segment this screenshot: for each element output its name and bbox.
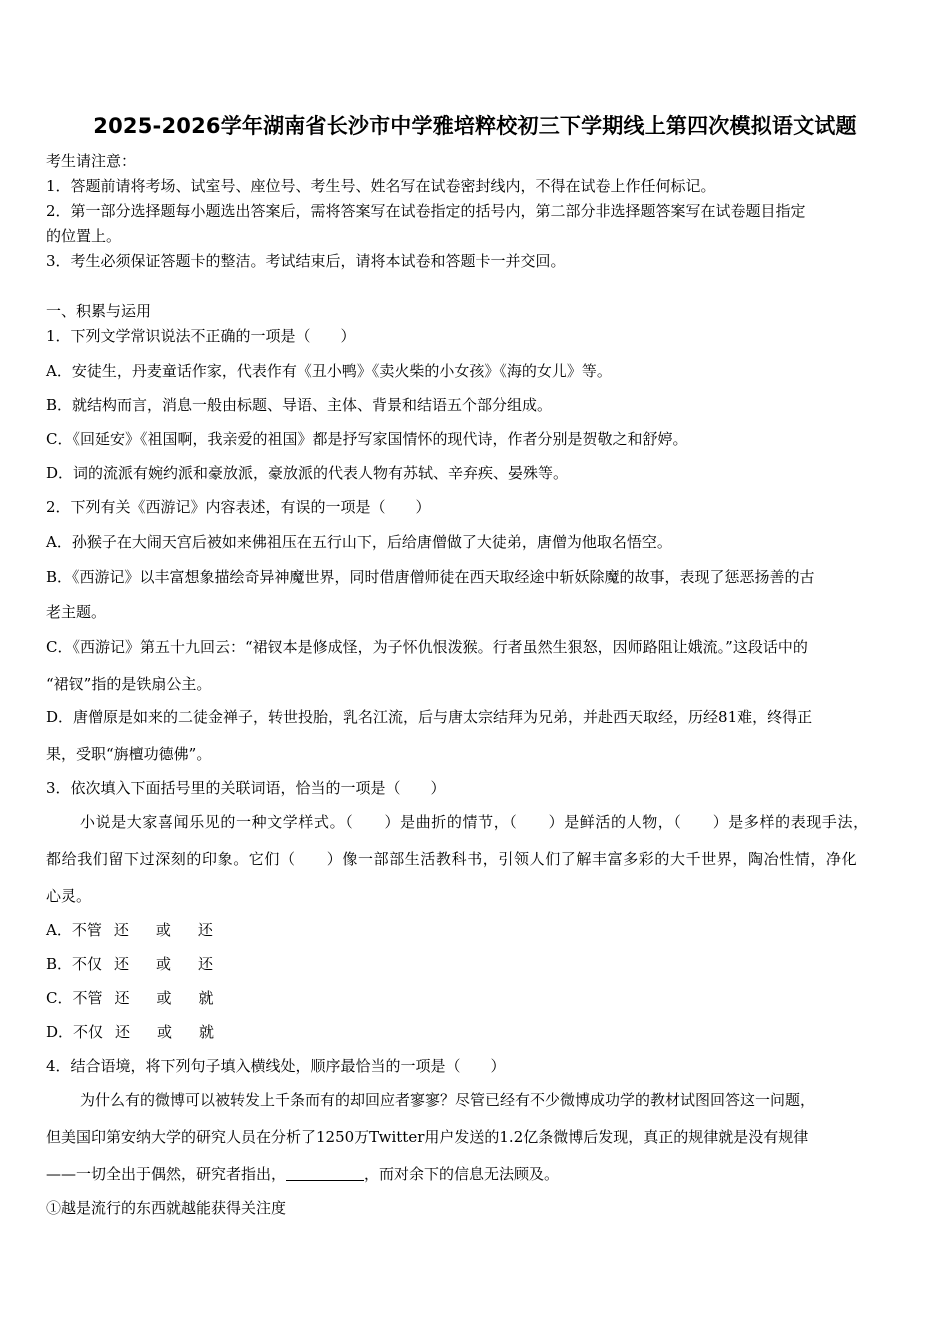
notice-heading: 考生请注意：	[46, 152, 137, 170]
question-3-stem: 3．依次填入下面括号里的关联词语，恰当的一项是（ ）	[46, 779, 446, 797]
question-2-option-d: D．唐僧原是如来的二徒金禅子，转世投胎，乳名江流，后与唐太宗结拜为兄弟，并赴西天取经，历经81难，终得正	[46, 708, 813, 726]
question-4-passage: 为什么有的微博可以被转发上千条而有的却回应者寥寥？尽管已经有不少微博成功学的教材试图回答这一问题，	[80, 1091, 816, 1109]
notice-item: 2．第一部分选择题每小题选出答案后，需将答案写在试卷指定的括号内，第二部分非选择题答案写在试卷题目指定	[46, 202, 806, 220]
question-2-option-b: B．《西游记》以丰富想象描绘奇异神魔世界，同时借唐僧师徒在西天取经途中斩妖除魔的故事，表现了惩恶扬善的古	[46, 568, 815, 586]
notice-item: 的位置上。	[46, 227, 122, 245]
page-title: 2025-2026学年湖南省长沙市中学雅培粹校初三下学期线上第四次模拟语文试题	[93, 114, 857, 138]
question-1-option-c: C．《回延安》《祖国啊，我亲爱的祖国》都是抒写家国情怀的现代诗，作者分别是贺敬之和舒婷。	[46, 430, 688, 448]
question-3-option-a: A．不管 还 或 还	[46, 921, 213, 939]
question-1-option-d: D．词的流派有婉约派和豪放派，豪放派的代表人物有苏轼、辛弃疾、晏殊等。	[46, 464, 569, 482]
notice-item: 3．考生必须保证答题卡的整洁。考试结束后，请将本试卷和答题卡一并交回。	[46, 252, 566, 270]
answer-blank	[286, 1165, 364, 1181]
question-1-option-a: A．安徒生，丹麦童话作家，代表作有《丑小鸭》《卖火柴的小女孩》《海的女儿》等。	[46, 362, 612, 380]
question-2-option-a: A．孙猴子在大闹天宫后被如来佛祖压在五行山下，后给唐僧做了大徒弟，唐僧为他取名悟空。	[46, 533, 672, 551]
question-4-stem: 4．结合语境，将下列句子填入横线处，顺序最恰当的一项是（ ）	[46, 1057, 506, 1075]
question-3-passage: 心灵。	[46, 887, 92, 905]
question-2-option-b-cont: 老主题。	[46, 603, 107, 621]
notice-item: 1．答题前请将考场、试室号、座位号、考生号、姓名写在试卷密封线内，不得在试卷上作任何标记。	[46, 177, 716, 195]
question-1-option-b: B．就结构而言，消息一般由标题、导语、主体、背景和结语五个部分组成。	[46, 396, 553, 414]
question-2-option-c-cont: “裙钗”指的是铁扇公主。	[46, 675, 212, 693]
section-heading: 一、积累与运用	[46, 302, 152, 320]
question-4-passage: ——一切全出于偶然，研究者指出， ，而对余下的信息无法顾及。	[46, 1165, 560, 1183]
question-3-passage: 小说是大家喜闻乐见的一种文学样式。（ ）是曲折的情节，（ ）是鲜活的人物，（ ）是多样的表现手法，	[80, 813, 869, 831]
question-1-stem: 1．下列文学常识说法不正确的一项是（ ）	[46, 327, 356, 345]
question-2-stem: 2．下列有关《西游记》内容表述，有误的一项是（ ）	[46, 498, 431, 516]
question-3-option-b: B．不仅 还 或 还	[46, 955, 214, 973]
question-4-passage: 但美国印第安纳大学的研究人员在分析了1250万Twitter用户发送的1.2亿条微博后发现，真正的规律就是没有规律	[46, 1128, 809, 1146]
question-3-option-c: C．不管 还 或 就	[46, 989, 214, 1007]
question-3-option-d: D．不仅 还 或 就	[46, 1023, 215, 1041]
question-3-passage: 都给我们留下过深刻的印象。它们（ ）像一部部生活教科书，引领人们了解丰富多彩的大千世界，陶冶性情，净化	[46, 850, 858, 868]
question-4-item-1: ①越是流行的东西就越能获得关注度	[46, 1199, 287, 1217]
question-2-option-c: C．《西游记》第五十九回云：“裙钗本是修成怪，为子怀仇恨泼猴。行者虽然生狠怒，因师路阻让娥流。”这段话中的	[46, 638, 808, 656]
question-2-option-d-cont: 果，受职“旃檀功德佛”。	[46, 745, 212, 763]
